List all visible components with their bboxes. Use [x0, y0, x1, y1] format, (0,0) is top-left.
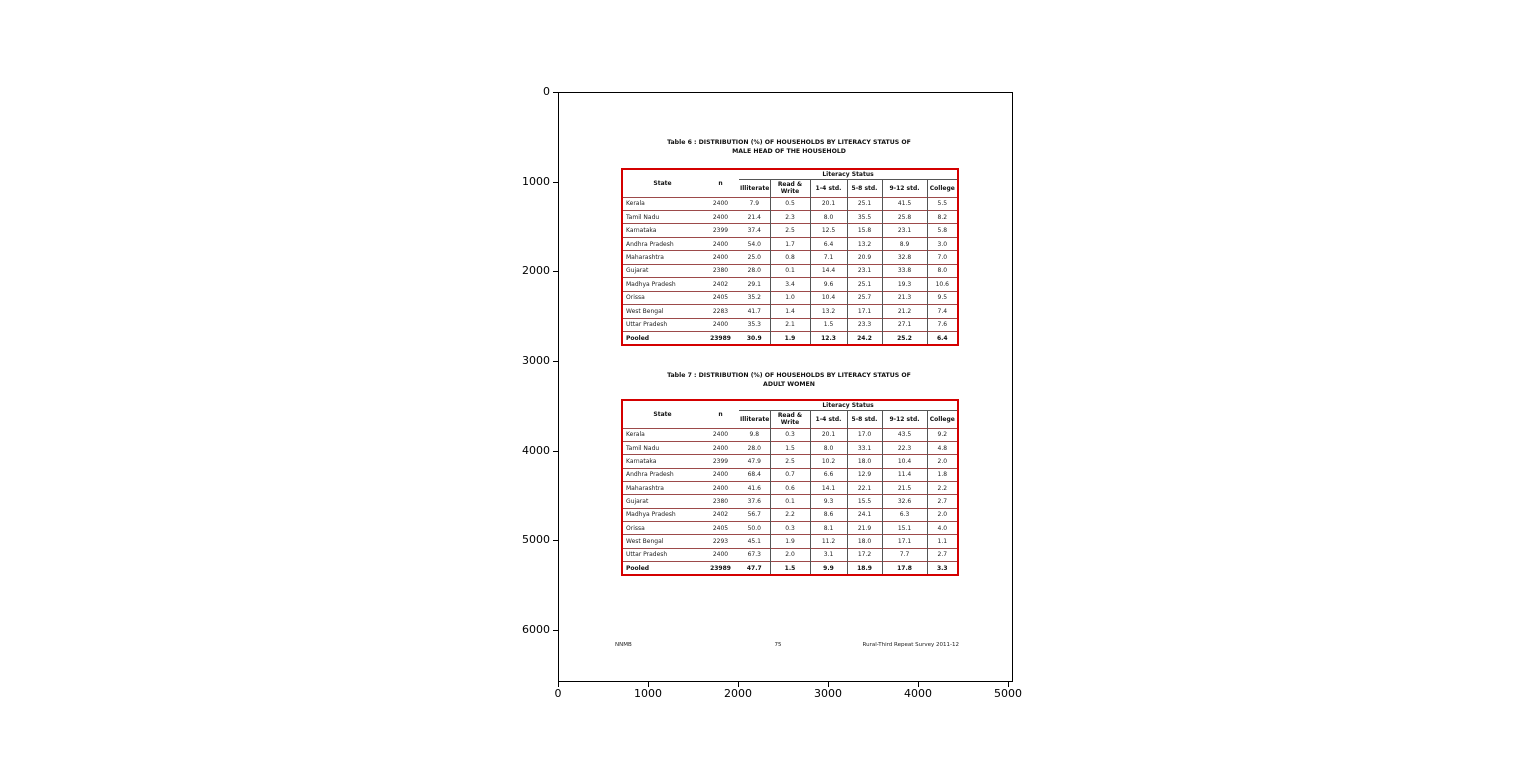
cell-value: 23989	[710, 564, 731, 572]
cell-value: 8.9	[882, 237, 927, 250]
cell-value: 28.0	[747, 444, 761, 452]
cell-value: 25.1	[847, 197, 882, 210]
cell-state: Gujarat	[626, 267, 649, 275]
x-tick-label: 4000	[904, 687, 932, 700]
cell-value: 12.3	[810, 332, 847, 345]
table-row	[622, 237, 958, 250]
cell-state: Madhya Pradesh	[626, 511, 676, 519]
cell-value: 15.8	[847, 224, 882, 237]
y-tick-label: 3000	[522, 354, 550, 367]
table6-title	[621, 139, 957, 156]
cell-value: 1.7	[770, 237, 810, 250]
cell-value: 10.2	[810, 455, 847, 468]
x-tick-label: 2000	[724, 687, 752, 700]
y-tick-mark	[553, 361, 558, 362]
cell-value: 32.6	[882, 495, 927, 508]
cell-value: 17.8	[882, 562, 927, 575]
cell-value: 19.3	[882, 278, 927, 291]
cell-state: Maharashtra	[626, 254, 664, 262]
y-tick-mark	[553, 630, 558, 631]
cell-value: 35.5	[847, 210, 882, 223]
cell-value: 21.9	[847, 522, 882, 535]
cell-value: 20.1	[810, 428, 847, 441]
cell-value: 17.2	[847, 548, 882, 561]
cell-value: 50.0	[747, 524, 761, 532]
table6-title-line1: Table 6 : DISTRIBUTION (%) OF HOUSEHOLDS BY LITERACY STATUS OF	[667, 139, 911, 146]
y-tick-label: 1000	[522, 175, 550, 188]
cell-value: 25.2	[882, 332, 927, 345]
table-row	[622, 224, 958, 237]
cell-value: 1.9	[770, 535, 810, 548]
cell-value: 20.1	[810, 197, 847, 210]
footer-org-label: NNMB	[615, 642, 632, 648]
table7-title	[621, 372, 957, 389]
x-tick-label: 5000	[994, 687, 1022, 700]
cell-value: 1.1	[927, 535, 958, 548]
cell-value: 2400	[712, 213, 729, 221]
cell-value: 2400	[712, 431, 729, 439]
cell-value: 7.9	[749, 200, 760, 208]
cell-value: 25.7	[847, 291, 882, 304]
cell-value: 13.2	[810, 305, 847, 318]
cell-value: 25.0	[747, 254, 761, 262]
cell-value: 9.6	[810, 278, 847, 291]
cell-value: 11.2	[810, 535, 847, 548]
cell-value: 10.4	[882, 455, 927, 468]
cell-value: 2380	[712, 497, 729, 505]
x-tick-mark	[648, 682, 649, 687]
cell-value: 1.4	[770, 305, 810, 318]
cell-value: 1.9	[770, 332, 810, 345]
group-header-literacy-status: Literacy Status	[739, 169, 958, 179]
table-male-head-literacy	[621, 168, 959, 346]
cell-value: 37.6	[747, 497, 761, 505]
column-header: Illiterate	[740, 415, 770, 423]
cell-value: 6.4	[810, 237, 847, 250]
plot-axes	[558, 92, 1013, 682]
x-tick-label: 1000	[634, 687, 662, 700]
y-tick-mark	[553, 92, 558, 93]
cell-value: 18.0	[847, 455, 882, 468]
cell-value: 21.5	[882, 481, 927, 494]
cell-state: Pooled	[626, 334, 650, 342]
column-header-n: n	[718, 179, 723, 187]
cell-value: 9.5	[927, 291, 958, 304]
cell-value: 6.4	[927, 332, 958, 345]
cell-state: West Bengal	[626, 307, 664, 315]
cell-value: 43.5	[882, 428, 927, 441]
cell-value: 12.5	[810, 224, 847, 237]
y-tick-mark	[553, 540, 558, 541]
cell-state: Pooled	[626, 564, 650, 572]
cell-value: 2399	[712, 227, 729, 235]
cell-value: 23.1	[847, 264, 882, 277]
cell-value: 4.8	[927, 441, 958, 454]
table-row	[622, 197, 958, 210]
cell-value: 2399	[712, 457, 729, 465]
cell-value: 8.2	[927, 210, 958, 223]
cell-value: 17.1	[847, 305, 882, 318]
cell-value: 41.5	[882, 197, 927, 210]
table-row	[622, 535, 958, 548]
column-header: 9-12 std.	[882, 410, 927, 428]
table-body	[622, 197, 958, 345]
column-header-state: State	[653, 410, 672, 418]
cell-value: 29.1	[747, 280, 761, 288]
x-tick-label: 0	[554, 687, 562, 700]
cell-value: 2400	[712, 471, 729, 479]
cell-value: 7.6	[927, 318, 958, 331]
cell-value: 13.2	[847, 237, 882, 250]
cell-state: Kerala	[626, 200, 645, 208]
cell-value: 23989	[710, 334, 731, 342]
cell-value: 2400	[712, 444, 729, 452]
cell-value: 9.3	[810, 495, 847, 508]
cell-value: 0.1	[770, 495, 810, 508]
table-row	[622, 251, 958, 264]
cell-value: 9.8	[749, 431, 760, 439]
cell-value: 5.8	[927, 224, 958, 237]
cell-value: 21.2	[882, 305, 927, 318]
cell-value: 11.4	[882, 468, 927, 481]
table-row	[622, 428, 958, 441]
cell-value: 2.7	[927, 495, 958, 508]
table-adult-women-literacy	[621, 399, 959, 576]
cell-value: 0.6	[770, 481, 810, 494]
cell-state: Tamil Nadu	[626, 213, 660, 221]
table6-title-line2: MALE HEAD OF THE HOUSEHOLD	[732, 147, 846, 155]
y-tick-label: 5000	[522, 533, 550, 546]
header-row-group	[622, 169, 958, 179]
cell-value: 10.6	[927, 278, 958, 291]
column-header: 5-8 std.	[847, 410, 882, 428]
column-header: College	[927, 410, 958, 428]
cell-value: 2.0	[927, 508, 958, 521]
cell-value: 2400	[712, 551, 729, 559]
cell-value: 7.1	[810, 251, 847, 264]
y-tick-mark	[553, 182, 558, 183]
y-tick-label: 0	[543, 85, 550, 98]
cell-value: 2.0	[770, 548, 810, 561]
cell-state: Andhra Pradesh	[626, 471, 674, 479]
y-tick-label: 4000	[522, 444, 550, 457]
cell-value: 30.9	[746, 334, 762, 342]
cell-value: 2.0	[927, 455, 958, 468]
cell-value: 5.5	[927, 197, 958, 210]
cell-value: 21.3	[882, 291, 927, 304]
column-header-n: n	[718, 410, 723, 418]
cell-value: 20.9	[847, 251, 882, 264]
cell-value: 41.6	[747, 484, 761, 492]
cell-value: 21.4	[747, 213, 761, 221]
cell-value: 28.0	[747, 267, 761, 275]
cell-value: 0.5	[770, 197, 810, 210]
table-header	[622, 400, 958, 428]
cell-value: 24.1	[847, 508, 882, 521]
cell-value: 0.3	[770, 522, 810, 535]
cell-value: 47.9	[747, 457, 761, 465]
table-row	[622, 562, 958, 575]
cell-value: 2.1	[770, 318, 810, 331]
cell-value: 1.5	[810, 318, 847, 331]
cell-value: 2400	[712, 321, 729, 329]
column-header: 9-12 std.	[882, 179, 927, 197]
cell-value: 27.1	[882, 318, 927, 331]
cell-value: 22.1	[847, 481, 882, 494]
y-tick-label: 2000	[522, 264, 550, 277]
cell-value: 8.0	[810, 210, 847, 223]
cell-value: 12.9	[847, 468, 882, 481]
table-row	[622, 332, 958, 345]
cell-value: 2.5	[770, 455, 810, 468]
cell-value: 9.9	[810, 562, 847, 575]
cell-value: 47.7	[746, 564, 762, 572]
cell-value: 56.7	[747, 511, 761, 519]
cell-value: 9.2	[927, 428, 958, 441]
cell-value: 1.8	[927, 468, 958, 481]
cell-value: 2.3	[770, 210, 810, 223]
cell-value: 23.1	[882, 224, 927, 237]
cell-value: 45.1	[747, 538, 761, 546]
cell-state: Tamil Nadu	[626, 444, 660, 452]
cell-value: 2.5	[770, 224, 810, 237]
cell-value: 7.0	[927, 251, 958, 264]
column-header: Illiterate	[740, 184, 770, 192]
cell-value: 23.3	[847, 318, 882, 331]
cell-value: 35.2	[747, 294, 761, 302]
cell-value: 1.5	[770, 562, 810, 575]
footer-survey-label: Rural-Third Repeat Survey 2011-12	[862, 642, 959, 648]
cell-value: 22.3	[882, 441, 927, 454]
cell-value: 2400	[712, 240, 729, 248]
cell-value: 0.8	[770, 251, 810, 264]
x-tick-mark	[828, 682, 829, 687]
cell-state: Andhra Pradesh	[626, 240, 674, 248]
cell-state: Uttar Pradesh	[626, 321, 668, 329]
table-row	[622, 441, 958, 454]
cell-value: 2402	[712, 280, 729, 288]
cell-value: 2.7	[927, 548, 958, 561]
cell-value: 2.2	[927, 481, 958, 494]
table-row	[622, 291, 958, 304]
table-row	[622, 455, 958, 468]
table-body	[622, 428, 958, 575]
x-tick-label: 3000	[814, 687, 842, 700]
table-row	[622, 305, 958, 318]
cell-value: 15.1	[882, 522, 927, 535]
cell-value: 25.8	[882, 210, 927, 223]
cell-value: 2400	[712, 254, 729, 262]
cell-value: 7.7	[882, 548, 927, 561]
y-tick-mark	[553, 451, 558, 452]
table-row	[622, 522, 958, 535]
cell-value: 8.0	[927, 264, 958, 277]
cell-value: 2405	[712, 294, 729, 302]
cell-value: 2400	[712, 484, 729, 492]
table7-title-line2: ADULT WOMEN	[763, 380, 815, 388]
cell-state: Maharashtra	[626, 484, 664, 492]
cell-state: Orissa	[626, 294, 645, 302]
cell-value: 2405	[712, 524, 729, 532]
table-row	[622, 508, 958, 521]
table7-title-line1: Table 7 : DISTRIBUTION (%) OF HOUSEHOLDS BY LITERACY STATUS OF	[667, 372, 911, 379]
header-row-group	[622, 400, 958, 410]
x-tick-mark	[738, 682, 739, 687]
column-header-state: State	[653, 179, 672, 187]
cell-value: 8.1	[810, 522, 847, 535]
cell-value: 1.5	[770, 441, 810, 454]
column-header: Read & Write	[770, 179, 810, 197]
table-row	[622, 548, 958, 561]
cell-state: Madhya Pradesh	[626, 280, 676, 288]
cell-value: 18.0	[847, 535, 882, 548]
cell-value: 17.1	[882, 535, 927, 548]
cell-value: 18.9	[847, 562, 882, 575]
column-header: 5-8 std.	[847, 179, 882, 197]
table-header	[622, 169, 958, 197]
y-tick-mark	[553, 271, 558, 272]
cell-value: 54.0	[747, 240, 761, 248]
cell-value: 68.4	[747, 471, 761, 479]
cell-value: 33.1	[847, 441, 882, 454]
cell-value: 3.3	[927, 562, 958, 575]
table-row	[622, 481, 958, 494]
footer-page-number: 75	[774, 642, 782, 648]
cell-value: 67.3	[747, 551, 761, 559]
x-tick-mark	[558, 682, 559, 687]
cell-value: 2380	[712, 267, 729, 275]
cell-value: 2.2	[770, 508, 810, 521]
cell-value: 35.3	[747, 321, 761, 329]
cell-value: 2402	[712, 511, 729, 519]
column-header: 1-4 std.	[810, 410, 847, 428]
table-row	[622, 318, 958, 331]
cell-value: 32.8	[882, 251, 927, 264]
cell-state: Gujarat	[626, 497, 649, 505]
cell-value: 0.7	[770, 468, 810, 481]
cell-value: 17.0	[847, 428, 882, 441]
cell-value: 24.2	[847, 332, 882, 345]
cell-value: 0.1	[770, 264, 810, 277]
cell-value: 4.0	[927, 522, 958, 535]
x-tick-mark	[1008, 682, 1009, 687]
column-header: Read & Write	[770, 410, 810, 428]
cell-state: Karnataka	[626, 457, 657, 465]
cell-state: Uttar Pradesh	[626, 551, 668, 559]
cell-value: 3.0	[927, 237, 958, 250]
table-row	[622, 495, 958, 508]
cell-value: 41.7	[747, 307, 761, 315]
cell-value: 8.0	[810, 441, 847, 454]
cell-value: 1.0	[770, 291, 810, 304]
cell-value: 14.1	[810, 481, 847, 494]
cell-value: 7.4	[927, 305, 958, 318]
cell-value: 15.5	[847, 495, 882, 508]
table-row	[622, 210, 958, 223]
cell-value: 2400	[712, 200, 729, 208]
cell-value: 0.3	[770, 428, 810, 441]
cell-value: 2283	[712, 307, 729, 315]
cell-value: 8.6	[810, 508, 847, 521]
x-tick-mark	[918, 682, 919, 687]
cell-state: Orissa	[626, 524, 645, 532]
column-header: 1-4 std.	[810, 179, 847, 197]
cell-value: 3.1	[810, 548, 847, 561]
cell-value: 10.4	[810, 291, 847, 304]
cell-value: 37.4	[747, 227, 761, 235]
cell-state: Karnataka	[626, 227, 657, 235]
cell-value: 3.4	[770, 278, 810, 291]
table-row	[622, 468, 958, 481]
y-tick-label: 6000	[522, 623, 550, 636]
column-header: College	[927, 179, 958, 197]
cell-value: 6.6	[810, 468, 847, 481]
table-row	[622, 278, 958, 291]
group-header-literacy-status: Literacy Status	[739, 400, 958, 410]
cell-value: 6.3	[882, 508, 927, 521]
cell-value: 2293	[712, 538, 729, 546]
cell-state: West Bengal	[626, 538, 664, 546]
cell-value: 25.1	[847, 278, 882, 291]
cell-state: Kerala	[626, 431, 645, 439]
cell-value: 14.4	[810, 264, 847, 277]
cell-value: 33.8	[882, 264, 927, 277]
table-row	[622, 264, 958, 277]
